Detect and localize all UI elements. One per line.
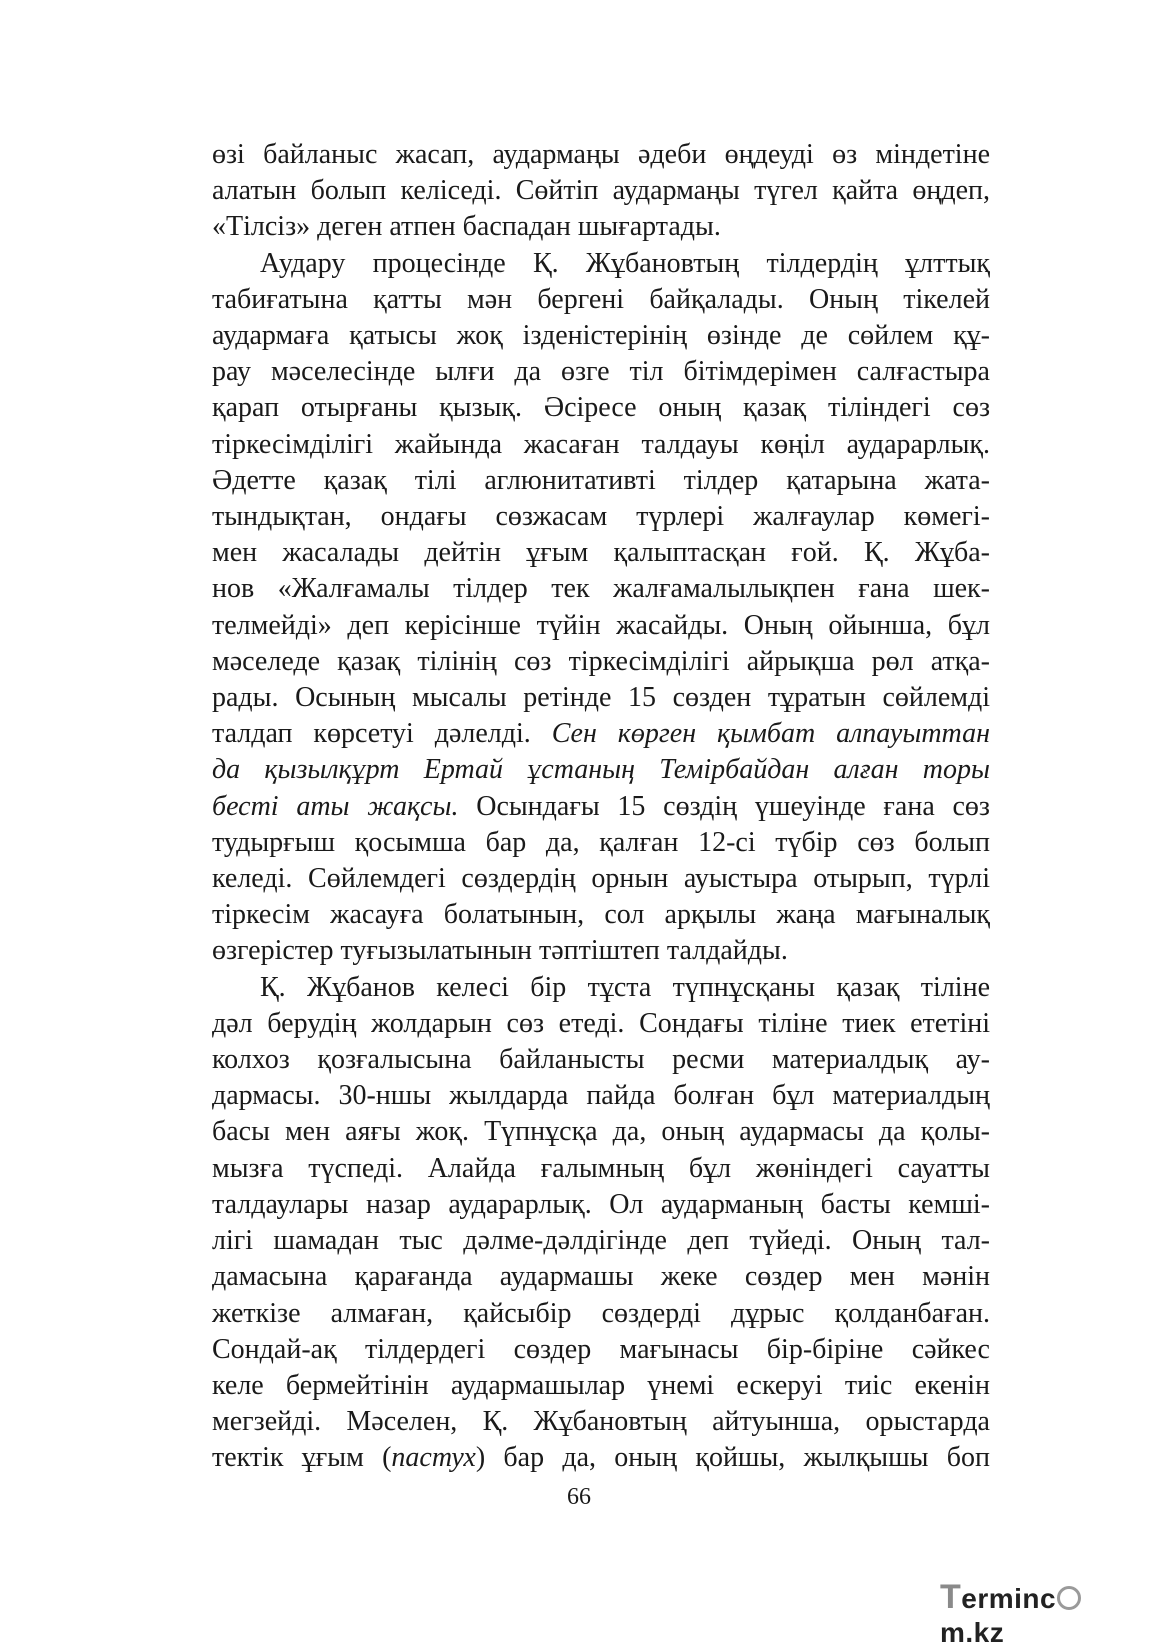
text-line <box>212 463 990 499</box>
text-line <box>212 825 990 861</box>
text-line <box>212 427 990 463</box>
text-line <box>212 535 990 571</box>
text-segment: тындықтан, ондағы сөзжасам түрлері жалғаулар көмегі- <box>212 501 990 533</box>
text-line <box>212 680 990 716</box>
text-segment: Қ. Жұбанов келесі бір тұста түпнұсқаны қазақ тіліне <box>260 971 990 1003</box>
text-segment: келеді. Сөйлемдегі сөздердің орнын ауыстыра отырып, түрлі <box>212 863 990 895</box>
text-segment: өзі байланыс жасап, аудармаңы әдеби өңдеуді өз міндетіне <box>212 139 990 170</box>
text-segment: ) бар да, оның қойшы, жылқышы боп <box>475 1442 990 1474</box>
text-line <box>212 789 990 825</box>
text-line <box>212 716 990 752</box>
watermark-end: m.kz <box>940 1617 1005 1648</box>
text-line <box>212 137 990 173</box>
text-line <box>212 209 990 245</box>
text-segment: алатын болып келіседі. Сөйтіп аудармаңы түгел қайта өңдеп, <box>212 175 990 207</box>
text-segment: дармасы. 30-ншы жылдарда пайда болған бұл материалдың <box>212 1080 990 1112</box>
text-segment: жеткізе алмаған, қайсыбір сөздерді дұрыс қолданбаған. <box>212 1297 990 1329</box>
text-segment: лігі шамадан тыс дәлме-дәлдігінде деп түйеді. Оның тал- <box>212 1225 990 1257</box>
text-line <box>212 1151 990 1187</box>
text-line <box>212 1296 990 1332</box>
text-segment: өзгерістер туғызылатынын тәптіштеп талдайды. <box>212 935 788 967</box>
text-segment: талдаулары назар аударарлық. Ол аударманың басты кемші- <box>212 1188 990 1220</box>
text-line <box>212 608 990 644</box>
text-line <box>212 246 990 282</box>
text-line <box>212 1114 990 1150</box>
text-line <box>212 897 990 933</box>
text-segment: Әдетте қазақ тілі аглюнитативті тілдер қатарына жата- <box>212 464 990 496</box>
text-line <box>212 1187 990 1223</box>
body-text <box>212 137 990 1477</box>
text-segment: мызға түспеді. Алайда ғалымның бұл жөніндегі сауатты <box>212 1152 990 1184</box>
text-line <box>212 1042 990 1078</box>
text-segment: нов «Жалғамалы тілдер тек жалғамалылықпен ғана шек- <box>212 573 990 605</box>
text-segment: Сондай-ақ тілдердегі сөздер мағынасы бір-біріне сәйкес <box>212 1333 990 1365</box>
text-line <box>212 1440 990 1476</box>
text-segment: аудармаға қатысы жоқ ізденістерінің өзінде де сөйлем құ- <box>212 320 990 352</box>
text-segment: «Тілсіз» деген атпен баспадан шығартады. <box>212 211 721 243</box>
text-line <box>212 644 990 680</box>
text-line <box>212 390 990 426</box>
text-line <box>212 1078 990 1114</box>
text-segment: дәл берудің жолдарын сөз етеді. Сондағы тіліне тиек ететіні <box>212 1007 990 1039</box>
text-segment: тудырғыш қосымша бар да, қалған 12-сі түбір сөз болып <box>212 826 990 858</box>
termincom-watermark <box>940 1578 1140 1648</box>
text-segment: талдап көрсетуі дәлелді. <box>212 718 552 750</box>
text-line <box>212 1259 990 1295</box>
text-segment: тектік ұғым ( <box>212 1442 392 1474</box>
watermark-o-icon <box>1057 1586 1081 1610</box>
watermark-t: T <box>940 1578 962 1616</box>
text-line <box>212 318 990 354</box>
text-line <box>212 1332 990 1368</box>
italic-segment: пастух <box>391 1442 476 1474</box>
text-segment: телмейді» деп керісінше түйін жасайды. Оның ойынша, бұл <box>212 609 990 641</box>
text-line <box>212 282 990 318</box>
text-line <box>212 970 990 1006</box>
text-segment: дамасына қарағанда аудармашы жеке сөздер мен мәнін <box>212 1261 990 1293</box>
text-segment: табиғатына қатты мән бергені байқалады. Оның тікелей <box>212 283 990 315</box>
text-line <box>212 173 990 209</box>
text-segment: келе бермейтінін аудармашылар үнемі ескеруі тиіс екенін <box>212 1369 990 1401</box>
text-segment: колхоз қозғалысына байланысты ресми материалдық ау- <box>212 1044 990 1076</box>
text-line <box>212 1223 990 1259</box>
text-segment: мәселеде қазақ тілінің сөз тіркесімділігі айрықша рөл атқа- <box>212 645 990 677</box>
text-segment: тіркесім жасауға болатынын, сол арқылы жаңа мағыналық <box>212 899 990 931</box>
text-line <box>212 1368 990 1404</box>
watermark-mid: erminc <box>961 1583 1057 1614</box>
italic-segment: да қызылқұрт Ертай ұстаның Темірбайдан алған торы <box>212 754 990 786</box>
text-line <box>212 571 990 607</box>
text-line <box>212 933 990 969</box>
text-segment: мегзейді. Мәселен, Қ. Жұбановтың айтуынша, орыстарда <box>212 1406 990 1438</box>
italic-segment: Сен көрген қымбат алпауыттан <box>551 718 990 750</box>
text-line <box>212 499 990 535</box>
italic-segment: бесті аты жақсы. <box>212 790 459 822</box>
text-line <box>212 1404 990 1440</box>
text-line <box>212 354 990 390</box>
page-number: 66 <box>567 1484 591 1510</box>
text-line <box>212 752 990 788</box>
text-segment: Аудару процесінде Қ. Жұбановтың тілдердің ұлттық <box>260 247 990 279</box>
text-line <box>212 1006 990 1042</box>
text-segment: рау мәселесінде ылғи да өзге тіл бітімдерімен салғастыра <box>212 356 990 388</box>
text-line <box>212 861 990 897</box>
text-segment: мен жасалады дейтін ұғым қалыптасқан ғой. Қ. Жұба- <box>212 537 990 569</box>
text-segment: Осындағы 15 сөздің үшеуінде ғана сөз <box>458 790 990 822</box>
text-segment: басы мен аяғы жоқ. Түпнұсқа да, оның аудармасы да қолы- <box>212 1116 990 1148</box>
text-segment: рады. Осының мысалы ретінде 15 сөзден тұратын сөйлемді <box>212 682 990 714</box>
text-segment: тіркесімділігі жайында жасаған талдауы көңіл аударарлық. <box>212 428 990 460</box>
text-segment: қарап отырғаны қызық. Әсіресе оның қазақ тіліндегі сөз <box>212 392 990 424</box>
